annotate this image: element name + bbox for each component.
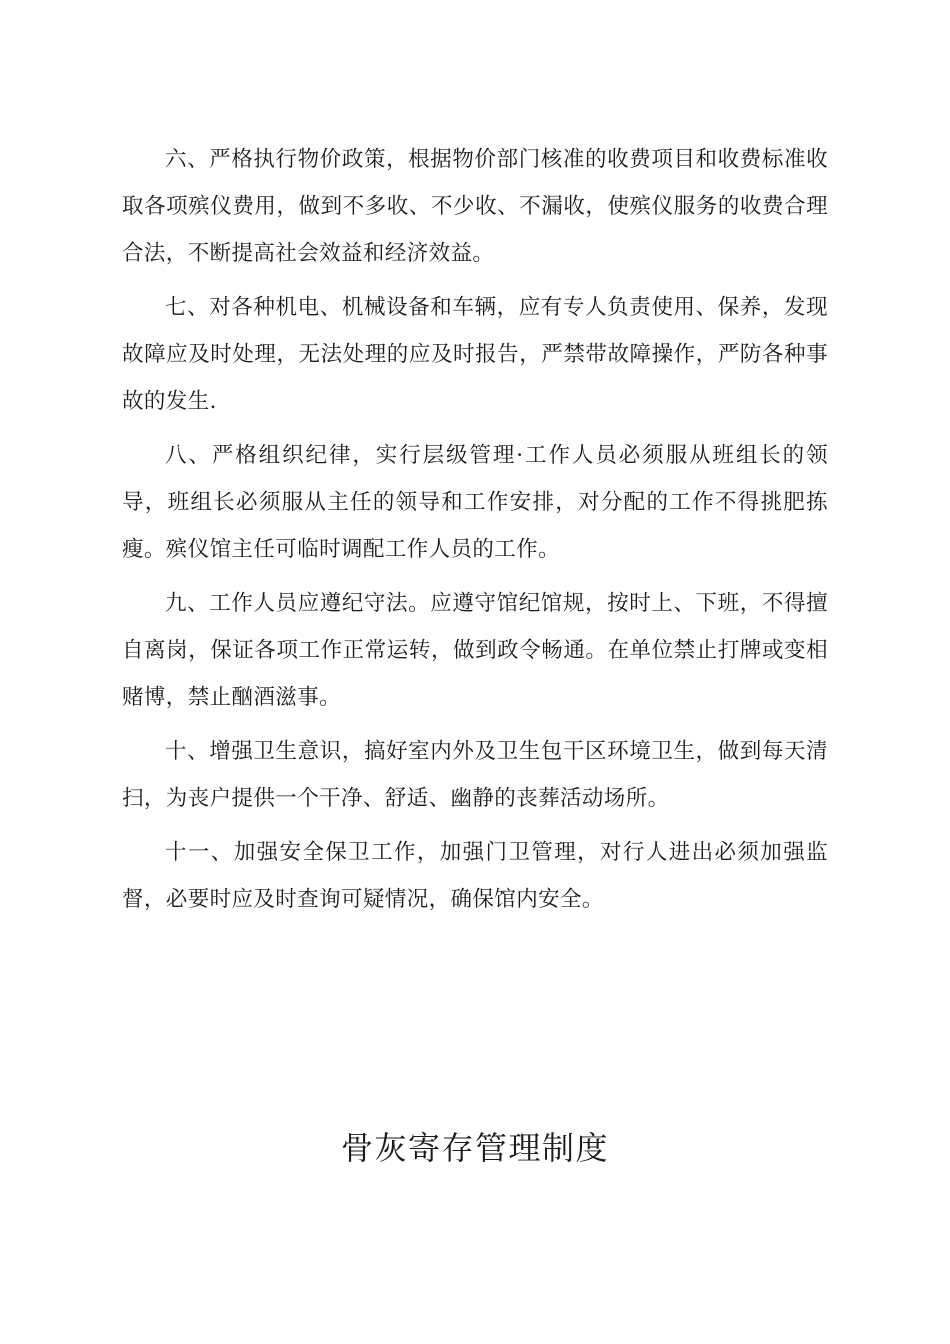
section-title: 骨灰寄存管理制度 <box>340 1129 609 1167</box>
paragraph-8: 八、严格组织纪律，实行层级管理·工作人员必须服从班组长的领导，班组长必须服从主任的领导和工作安排，对分配的工作不得挑肥拣瘦。殡仪馆主任可临时调配工作人员的工作。 <box>122 443 828 562</box>
document-body <box>122 136 828 930</box>
paragraph-7: 七、对各种机电、机械设备和车辆，应有专人负责使用、保养，发现故障应及时处理，无法处理的应及时报告，严禁带故障操作，严防各种事故的发生. <box>122 295 828 414</box>
paragraph-9: 九、工作人员应遵纪守法。应遵守馆纪馆规，按时上、下班，不得擅自离岗，保证各项工作正常运转，做到政令畅通。在单位禁止打牌或变相赌博，禁止酗酒滋事。 <box>122 591 828 710</box>
paragraph-10: 十、增强卫生意识，搞好室内外及卫生包干区环境卫生，做到每天清扫，为丧户提供一个干净、舒适、幽静的丧葬活动场所。 <box>122 739 828 811</box>
paragraph-6: 六、严格执行物价政策，根据物价部门核准的收费项目和收费标准收取各项殡仪费用，做到不多收、不少收、不漏收，使殡仪服务的收费合理合法，不断提高社会效益和经济效益。 <box>122 147 828 266</box>
paragraph-11: 十一、加强安全保卫工作，加强门卫管理，对行人进出必须加强监督，必要时应及时查询可疑情况，确保馆内安全。 <box>122 840 828 912</box>
